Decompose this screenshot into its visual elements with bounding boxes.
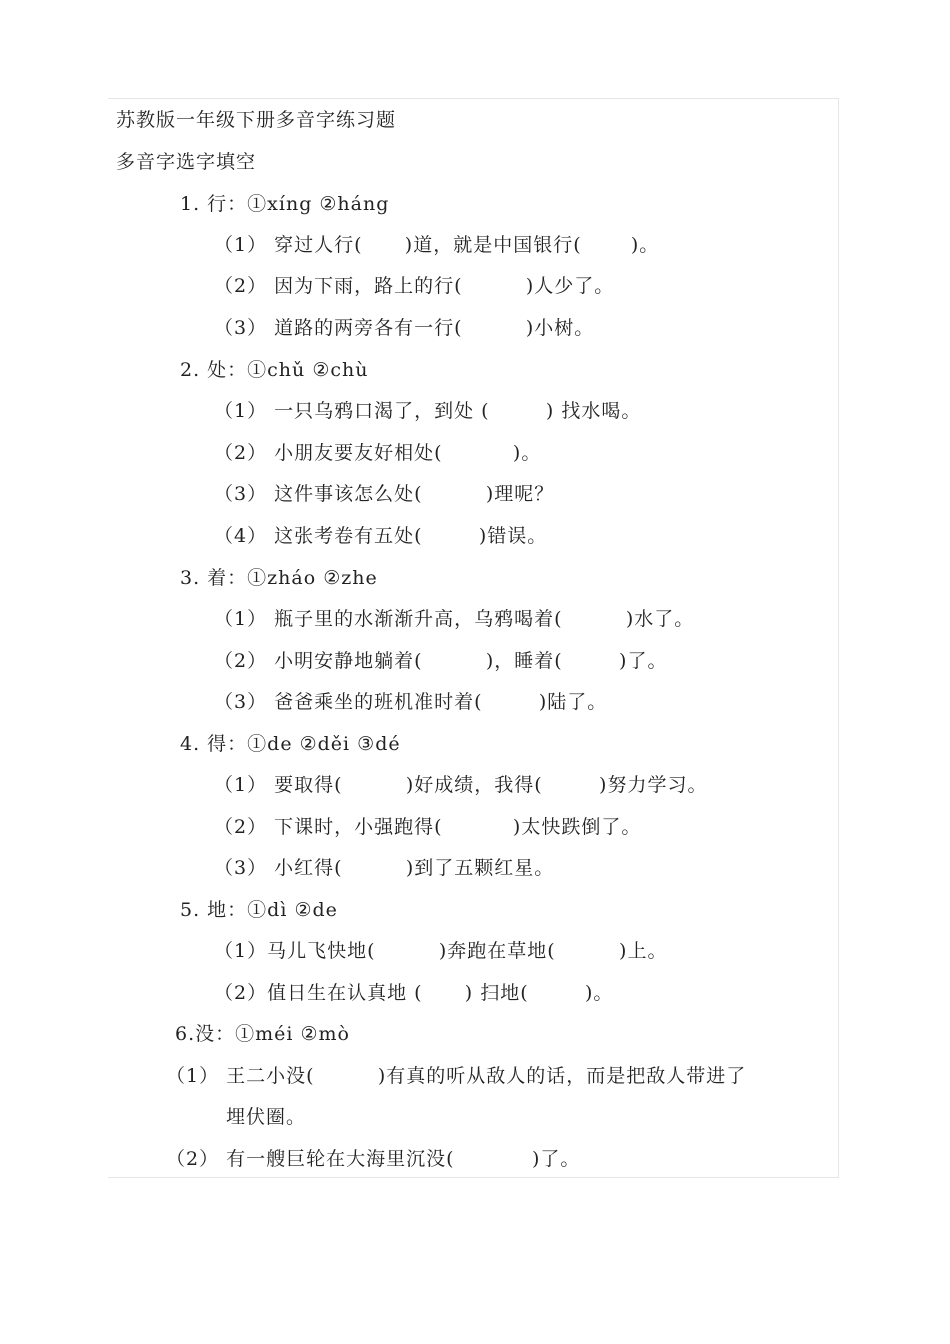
question-4-heading: 4. 得：①de ②děi ③dé [180, 733, 401, 755]
worksheet-frame [108, 98, 839, 1178]
question-5-heading: 5. 地：①dì ②de [180, 899, 338, 921]
document-title: 苏教版一年级下册多音字练习题 [116, 109, 397, 131]
question-2-item-3: （3） 这件事该怎么处( )理呢？ [214, 483, 555, 505]
question-6-heading: 6.没：①méi ②mò [175, 1023, 350, 1045]
question-4-item-3: （3） 小红得( )到了五颗红星。 [214, 857, 555, 879]
question-5-item-2: （2）值日生在认真地 ( ) 扫地( )。 [214, 982, 614, 1004]
question-1-item-3: （3） 道路的两旁各有一行( )小树。 [214, 317, 595, 339]
question-2-heading: 2. 处：①chǔ ②chù [180, 359, 369, 381]
question-2-item-1: （1） 一只乌鸦口渴了，到处 ( ) 找水喝。 [214, 400, 642, 422]
question-2-item-4: （4） 这张考卷有五处( )错误。 [214, 525, 548, 547]
question-1-item-2: （2） 因为下雨，路上的行( )人少了。 [214, 275, 615, 297]
question-4-item-2: （2） 下课时，小强跑得( )太快跌倒了。 [214, 816, 642, 838]
question-1-item-1: （1） 穿过人行( )道，就是中国银行( )。 [214, 234, 660, 256]
question-6-item-2: （2） 有一艘巨轮在大海里沉没( )了。 [166, 1148, 581, 1170]
question-2-item-2: （2） 小朋友要友好相处( )。 [214, 442, 542, 464]
question-6-item-1-continued: 埋伏圈。 [226, 1106, 307, 1128]
question-3-item-1: （1） 瓶子里的水渐渐升高，乌鸦喝着( )水了。 [214, 608, 695, 630]
question-3-item-2: （2） 小明安静地躺着( )，睡着( )了。 [214, 650, 668, 672]
question-4-item-1: （1） 要取得( )好成绩，我得( )努力学习。 [214, 774, 708, 796]
question-5-item-1: （1）马儿飞快地( )奔跑在草地( )上。 [214, 940, 668, 962]
question-3-item-3: （3） 爸爸乘坐的班机准时着( )陆了。 [214, 691, 608, 713]
question-6-item-1: （1） 王二小没( )有真的听从敌人的话，而是把敌人带进了 [166, 1065, 747, 1087]
question-1-heading: 1. 行：①xíng ②háng [180, 193, 390, 215]
question-3-heading: 3. 着：①zháo ②zhe [180, 567, 378, 589]
section-heading: 多音字选字填空 [116, 151, 257, 173]
